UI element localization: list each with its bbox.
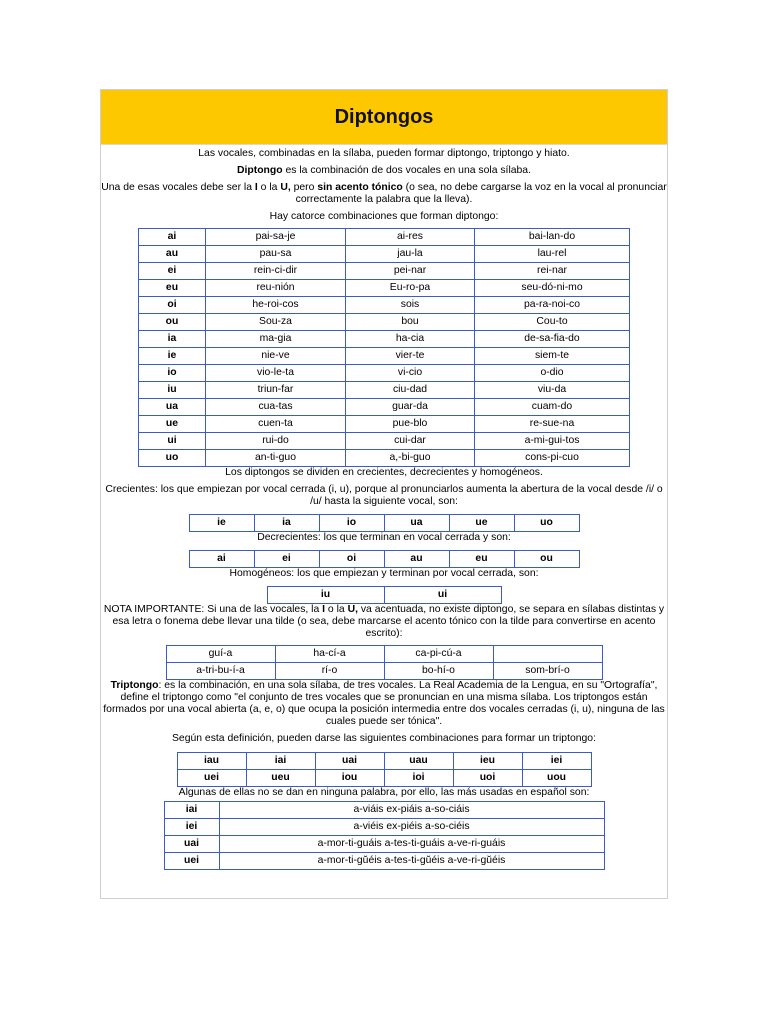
table-cell: pa-ra-noi-co — [475, 297, 630, 314]
table-cell: pai-sa-je — [206, 229, 346, 246]
table-cell: ia — [139, 331, 206, 348]
table-cell: bou — [346, 314, 475, 331]
table-cell: nie-ve — [206, 348, 346, 365]
table-cell: a-viéis ex-piéis a-so-ciéis — [219, 819, 604, 836]
rule-bold: I — [254, 182, 258, 193]
triptongo-text: : es la combinación, en una sola sílaba, de tres vocales. La Real Academia de la Lengua, en su "Ortografía", define el triptongo como "el conjunto de tres vocales que se pronuncian en una misma sílaba. Los triptongos están formados por una vocal abierta (a, e, o) que ocupa la posición intermedia entre dos vocales cerradas (i, u), ninguna de las cuales puede ser tónica". — [103, 680, 665, 727]
table-cell: pue-blo — [346, 416, 475, 433]
crecientes-paragraph: Crecientes: los que empiezan por vocal cerrada (i, u), porque al pronunciarlos aumenta la abertura de la vocal desde /i/ o /u/ hasta la siguiente vocal, son: — [105, 484, 663, 507]
nota-paragraph — [101, 604, 667, 640]
table-row — [177, 753, 591, 770]
table-cell: ei — [139, 263, 206, 280]
table-cell: vi-cio — [346, 365, 475, 382]
table-row — [139, 433, 630, 450]
table-row — [166, 663, 602, 680]
table-cell: vio-le-ta — [206, 365, 346, 382]
algunas-paragraph: Algunas de ellas no se dan en ninguna palabra, por ello, las más usadas en español son: — [178, 787, 590, 798]
table-cell: seu-dó-ni-mo — [475, 280, 630, 297]
table-cell: viu-da — [475, 382, 630, 399]
table-row — [139, 314, 630, 331]
table-cell: pau-sa — [206, 246, 346, 263]
table-row — [164, 836, 604, 853]
definition-paragraph — [101, 165, 667, 177]
table-cell: a-viáis ex-piáis a-so-ciáis — [219, 802, 604, 819]
table-cell: som-brí-o — [493, 663, 602, 680]
table-cell: rein-ci-dir — [206, 263, 346, 280]
table-cell: iai — [246, 753, 315, 770]
triptongo-term: Triptongo — [110, 680, 159, 691]
table-cell: rei-nar — [475, 263, 630, 280]
title-banner — [101, 90, 667, 145]
table-cell: ou — [139, 314, 206, 331]
table-cell: reu-nión — [206, 280, 346, 297]
table-row — [267, 587, 501, 604]
table-cell: ai — [139, 229, 206, 246]
table-cell: iu — [139, 382, 206, 399]
table-cell — [493, 646, 602, 663]
table-row — [139, 331, 630, 348]
table-cell: guar-da — [346, 399, 475, 416]
table-cell: ui — [139, 433, 206, 450]
table-row — [139, 450, 630, 467]
table-cell: ciu-dad — [346, 382, 475, 399]
table-cell: he-roi-cos — [206, 297, 346, 314]
table-cell: eu — [449, 551, 514, 568]
table-cell: Cou-to — [475, 314, 630, 331]
table-row — [177, 770, 591, 787]
table-cell: ieu — [453, 753, 522, 770]
nota-bold: I — [322, 604, 326, 615]
table-cell: ai-res — [346, 229, 475, 246]
intro-paragraph: Las vocales, combinadas en la sílaba, pueden formar diptongo, triptongo y hiato. — [198, 148, 570, 159]
table-cell: uou — [522, 770, 591, 787]
table-cell: ca-pi-cú-a — [384, 646, 493, 663]
table-cell: rui-do — [206, 433, 346, 450]
table-row — [139, 280, 630, 297]
table-cell: ia — [254, 515, 319, 532]
decrecientes-paragraph: Decrecientes: los que terminan en vocal cerrada y son: — [257, 532, 511, 543]
table-cell: de-sa-fia-do — [475, 331, 630, 348]
rule-text: pero — [290, 182, 318, 193]
table-cell: a-mor-ti-gŭéis a-tes-ti-gŭéis a-ve-ri-gŭéis — [219, 853, 604, 870]
rule-paragraph — [101, 182, 667, 206]
table-cell: io — [139, 365, 206, 382]
table-cell: bai-lan-do — [475, 229, 630, 246]
decrecientes-table — [189, 550, 580, 568]
table-cell: ie — [139, 348, 206, 365]
table-cell: ie — [189, 515, 254, 532]
homogeneos-paragraph: Homogéneos: los que empiezan y terminan por vocal cerrada, son: — [229, 568, 539, 579]
table-row — [139, 348, 630, 365]
table-cell: uai — [164, 836, 219, 853]
nota-text: o la — [325, 604, 348, 615]
table-cell: o-dio — [475, 365, 630, 382]
table-cell: ui — [384, 587, 501, 604]
table-cell: bo-hí-o — [384, 663, 493, 680]
table-cell: ueu — [246, 770, 315, 787]
table-cell: triun-far — [206, 382, 346, 399]
document-page — [100, 89, 668, 899]
table-cell: iu — [267, 587, 384, 604]
definition-text: es la combinación de dos vocales en una sola sílaba. — [282, 165, 531, 176]
table-cell: ei — [254, 551, 319, 568]
table-cell: pei-nar — [346, 263, 475, 280]
nota-text: NOTA IMPORTANTE: Si una de las vocales, la — [103, 604, 323, 615]
rule-bold: U, — [280, 182, 291, 193]
table-cell: Sou-za — [206, 314, 346, 331]
hiato-table — [166, 645, 603, 680]
page-title: Diptongos — [334, 105, 434, 128]
table-cell: au — [139, 246, 206, 263]
table-cell: jau-la — [346, 246, 475, 263]
table-cell: lau-rel — [475, 246, 630, 263]
table-cell: cua-tas — [206, 399, 346, 416]
table-cell: au — [384, 551, 449, 568]
table-cell: a-mi-gui-tos — [475, 433, 630, 450]
table-cell: rí-o — [275, 663, 384, 680]
rule-text: o la — [257, 182, 281, 193]
table-cell: uei — [177, 770, 246, 787]
table-cell: cuam-do — [475, 399, 630, 416]
table-cell: eu — [139, 280, 206, 297]
table-cell: uo — [514, 515, 579, 532]
table-cell: guí-a — [166, 646, 275, 663]
table-cell: uai — [315, 753, 384, 770]
rule-text: Una de esas vocales debe ser la — [101, 182, 255, 193]
homogeneos-table — [267, 586, 502, 604]
table-cell: oi — [139, 297, 206, 314]
table-cell: a-tri-bu-í-a — [166, 663, 275, 680]
rule-text: (o sea, no debe cargarse la voz en la vocal al pronunciar correctamente la palabra que la lleva). — [295, 182, 667, 205]
triptongo-paragraph — [101, 680, 667, 728]
table-cell: ue — [139, 416, 206, 433]
table-cell: an-ti-guo — [206, 450, 346, 467]
table-cell: re-sue-na — [475, 416, 630, 433]
table-cell: cui-dar — [346, 433, 475, 450]
nota-bold: U, — [347, 604, 358, 615]
dividen-paragraph: Los diptongos se dividen en crecientes, decrecientes y homogéneos. — [225, 467, 543, 478]
table-row — [164, 802, 604, 819]
table-cell: cuen-ta — [206, 416, 346, 433]
diphthong-table — [138, 228, 630, 467]
table-cell: uei — [164, 853, 219, 870]
table-cell: a,-bi-guo — [346, 450, 475, 467]
table-cell: cons-pi-cuo — [475, 450, 630, 467]
table-cell: ua — [384, 515, 449, 532]
document-body — [101, 148, 667, 870]
table-cell: oi — [319, 551, 384, 568]
nota-text: va acentuada, no existe diptongo, se separa en sílabas distintas y esa letra o fonema debe llevar una tilde (o sea, debe marcarse el acento tónico con la tilde para convertirse en acento escrito): — [112, 604, 665, 639]
crecientes-table — [189, 514, 580, 532]
segun-paragraph: Según esta definición, pueden darse las siguientes combinaciones para formar un triptongo: — [172, 733, 596, 744]
rule-bold: sin acento tónico — [317, 182, 403, 193]
table-row — [139, 263, 630, 280]
table-row — [139, 229, 630, 246]
table-row — [164, 819, 604, 836]
table-cell: iei — [522, 753, 591, 770]
table-row — [164, 853, 604, 870]
catorce-paragraph: Hay catorce combinaciones que forman diptongo: — [269, 211, 499, 222]
table-cell: ma-gia — [206, 331, 346, 348]
table-row — [189, 551, 579, 568]
table-cell: ha-cí-a — [275, 646, 384, 663]
table-row — [139, 246, 630, 263]
table-cell: a-mor-ti-guáis a-tes-ti-guáis a-ve-ri-guáis — [219, 836, 604, 853]
table-cell: iau — [177, 753, 246, 770]
table-cell: ioi — [384, 770, 453, 787]
table-cell: iou — [315, 770, 384, 787]
table-cell: vier-te — [346, 348, 475, 365]
table-row — [139, 416, 630, 433]
triptongo-table — [177, 752, 592, 787]
table-row — [139, 365, 630, 382]
table-cell: ou — [514, 551, 579, 568]
table-cell: iei — [164, 819, 219, 836]
definition-term: Diptongo — [237, 165, 283, 176]
table-row — [189, 515, 579, 532]
table-cell: iai — [164, 802, 219, 819]
table-row — [139, 382, 630, 399]
table-cell: io — [319, 515, 384, 532]
table-cell: uo — [139, 450, 206, 467]
table-cell: Eu-ro-pa — [346, 280, 475, 297]
table-cell: ai — [189, 551, 254, 568]
table-row — [139, 297, 630, 314]
table-cell: sois — [346, 297, 475, 314]
table-cell: ua — [139, 399, 206, 416]
table-cell: ha-cia — [346, 331, 475, 348]
table-cell: uoi — [453, 770, 522, 787]
table-row — [166, 646, 602, 663]
table-cell: siem-te — [475, 348, 630, 365]
table-row — [139, 399, 630, 416]
table-cell: uau — [384, 753, 453, 770]
usados-table — [164, 801, 605, 870]
table-cell: ue — [449, 515, 514, 532]
